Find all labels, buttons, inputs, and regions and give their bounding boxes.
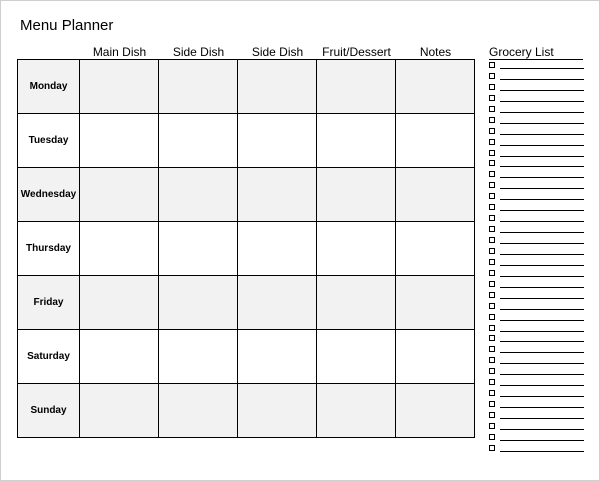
checkbox-icon[interactable] [489,445,495,451]
grocery-item [488,432,584,443]
grocery-item [488,71,584,82]
checkbox-icon[interactable] [489,346,495,352]
grocery-item-line[interactable] [500,298,584,299]
grocery-item [488,410,584,421]
menu-cell[interactable] [396,222,475,276]
grocery-item [488,169,584,180]
grocery-item-line[interactable] [500,123,584,124]
checkbox-icon[interactable] [489,368,495,374]
page-title: Menu Planner [20,17,114,34]
column-header-side-dish-1: Side Dish [172,45,225,59]
column-header-fruit-dessert: Fruit/Dessert [322,45,391,59]
grocery-item [488,279,584,290]
checkbox-icon[interactable] [489,259,495,265]
grocery-item [488,290,584,301]
grocery-item [488,388,584,399]
grocery-item-line[interactable] [500,265,584,266]
checkbox-icon[interactable] [489,160,495,166]
grocery-item [488,399,584,410]
menu-cell[interactable] [159,276,238,330]
day-label: Tuesday [18,114,80,168]
checkbox-icon[interactable] [489,182,495,188]
grocery-item [488,443,584,454]
grocery-item [488,235,584,246]
grocery-item-line[interactable] [500,188,584,189]
grocery-item-line[interactable] [500,385,584,386]
grocery-item [488,257,584,268]
checkbox-icon[interactable] [489,325,495,331]
checkbox-icon[interactable] [489,128,495,134]
menu-cell[interactable] [317,168,396,222]
menu-cell[interactable] [159,114,238,168]
grocery-item [488,137,584,148]
menu-cell[interactable] [238,60,317,114]
grocery-item-line[interactable] [500,320,584,321]
grocery-item [488,224,584,235]
grocery-item-line[interactable] [500,243,584,244]
grocery-item [488,93,584,104]
checkbox-icon[interactable] [489,150,495,156]
grocery-item-line[interactable] [500,363,584,364]
menu-cell[interactable] [317,60,396,114]
grocery-item-line[interactable] [500,134,584,135]
day-label: Sunday [18,384,80,438]
grocery-item-line[interactable] [500,309,584,310]
grocery-item-line[interactable] [500,341,584,342]
grocery-item [488,148,584,159]
menu-cell[interactable] [317,384,396,438]
grocery-item [488,126,584,137]
menu-cell[interactable] [396,114,475,168]
grocery-item-line[interactable] [500,374,584,375]
checkbox-icon[interactable] [489,303,495,309]
menu-cell[interactable] [159,222,238,276]
checkbox-icon[interactable] [489,171,495,177]
grocery-item-line[interactable] [500,352,584,353]
menu-cell[interactable] [238,168,317,222]
checkbox-icon[interactable] [489,117,495,123]
grocery-item [488,213,584,224]
grocery-item [488,246,584,257]
column-header-side-dish-2: Side Dish [251,45,304,59]
grocery-item-line[interactable] [500,429,584,430]
menu-cell[interactable] [238,384,317,438]
menu-cell[interactable] [396,60,475,114]
day-label: Thursday [18,222,80,276]
grocery-item [488,421,584,432]
grocery-item-line[interactable] [500,287,584,288]
grocery-item [488,301,584,312]
grocery-item [488,323,584,334]
grocery-item-line[interactable] [500,90,584,91]
day-row-monday [18,60,475,114]
checkbox-icon[interactable] [489,390,495,396]
day-row-sunday [18,384,475,438]
grocery-item-line[interactable] [500,440,584,441]
day-label: Saturday [18,330,80,384]
day-label: Wednesday [18,168,80,222]
grocery-item [488,82,584,93]
menu-cell[interactable] [396,384,475,438]
grocery-item-line[interactable] [500,145,584,146]
menu-cell[interactable] [80,222,159,276]
checkbox-icon[interactable] [489,270,495,276]
menu-cell[interactable] [159,168,238,222]
menu-cell[interactable] [238,276,317,330]
menu-cell[interactable] [80,276,159,330]
grocery-item-line[interactable] [500,68,584,69]
menu-cell[interactable] [317,114,396,168]
menu-cell[interactable] [80,330,159,384]
grocery-item [488,158,584,169]
checkbox-icon[interactable] [489,204,495,210]
checkbox-icon[interactable] [489,62,495,68]
checkbox-icon[interactable] [489,84,495,90]
grocery-item-line[interactable] [500,407,584,408]
day-label: Friday [18,276,80,330]
menu-cell[interactable] [238,222,317,276]
column-header-main-dish: Main Dish [92,45,147,59]
day-row-friday [18,276,475,330]
checkbox-icon[interactable] [489,193,495,199]
menu-cell[interactable] [80,168,159,222]
menu-cell[interactable] [317,276,396,330]
grocery-item [488,104,584,115]
grocery-item-line[interactable] [500,396,584,397]
checkbox-icon[interactable] [489,335,495,341]
checkbox-icon[interactable] [489,423,495,429]
grocery-item [488,344,584,355]
day-row-wednesday [18,168,475,222]
grocery-item-line[interactable] [500,221,584,222]
grocery-item-line[interactable] [500,112,584,113]
checkbox-icon[interactable] [489,379,495,385]
grocery-item-line[interactable] [500,451,584,452]
checkbox-icon[interactable] [489,248,495,254]
menu-cell[interactable] [396,330,475,384]
checkbox-icon[interactable] [489,106,495,112]
checkbox-icon[interactable] [489,226,495,232]
grocery-item [488,60,584,71]
menu-cell[interactable] [396,276,475,330]
grocery-item [488,180,584,191]
grocery-item-line[interactable] [500,418,584,419]
column-header-notes: Notes [419,45,452,59]
checkbox-icon[interactable] [489,434,495,440]
grocery-item [488,191,584,202]
checkbox-icon[interactable] [489,281,495,287]
day-row-saturday [18,330,475,384]
menu-cell[interactable] [396,168,475,222]
menu-cell[interactable] [238,330,317,384]
grocery-item [488,312,584,323]
grocery-item-line[interactable] [500,331,584,332]
day-row-tuesday [18,114,475,168]
day-label: Monday [18,60,80,114]
grocery-item [488,268,584,279]
grocery-item-line[interactable] [500,199,584,200]
grocery-item-line[interactable] [500,177,584,178]
checkbox-icon[interactable] [489,73,495,79]
menu-cell[interactable] [317,222,396,276]
menu-cell[interactable] [80,114,159,168]
grocery-item-line[interactable] [500,101,584,102]
menu-cell[interactable] [238,114,317,168]
menu-cell[interactable] [80,384,159,438]
checkbox-icon[interactable] [489,139,495,145]
grocery-item-line[interactable] [500,232,584,233]
checkbox-icon[interactable] [489,357,495,363]
grocery-list [488,60,584,454]
grocery-item [488,366,584,377]
checkbox-icon[interactable] [489,292,495,298]
checkbox-icon[interactable] [489,314,495,320]
grocery-item-line[interactable] [500,254,584,255]
day-row-thursday [18,222,475,276]
grocery-item [488,377,584,388]
menu-cell[interactable] [159,384,238,438]
grocery-item [488,333,584,344]
grocery-item-line[interactable] [500,166,584,167]
grocery-item-line[interactable] [500,79,584,80]
checkbox-icon[interactable] [489,401,495,407]
grocery-list-title: Grocery List [489,45,554,59]
menu-grid [17,59,475,438]
checkbox-icon[interactable] [489,412,495,418]
menu-cell[interactable] [80,60,159,114]
grocery-item [488,115,584,126]
checkbox-icon[interactable] [489,215,495,221]
checkbox-icon[interactable] [489,95,495,101]
menu-cell[interactable] [159,330,238,384]
grocery-item-line[interactable] [500,276,584,277]
grocery-item [488,355,584,366]
menu-cell[interactable] [317,330,396,384]
grocery-item-line[interactable] [500,156,584,157]
grocery-item [488,202,584,213]
grocery-item-line[interactable] [500,210,584,211]
checkbox-icon[interactable] [489,237,495,243]
menu-cell[interactable] [159,60,238,114]
